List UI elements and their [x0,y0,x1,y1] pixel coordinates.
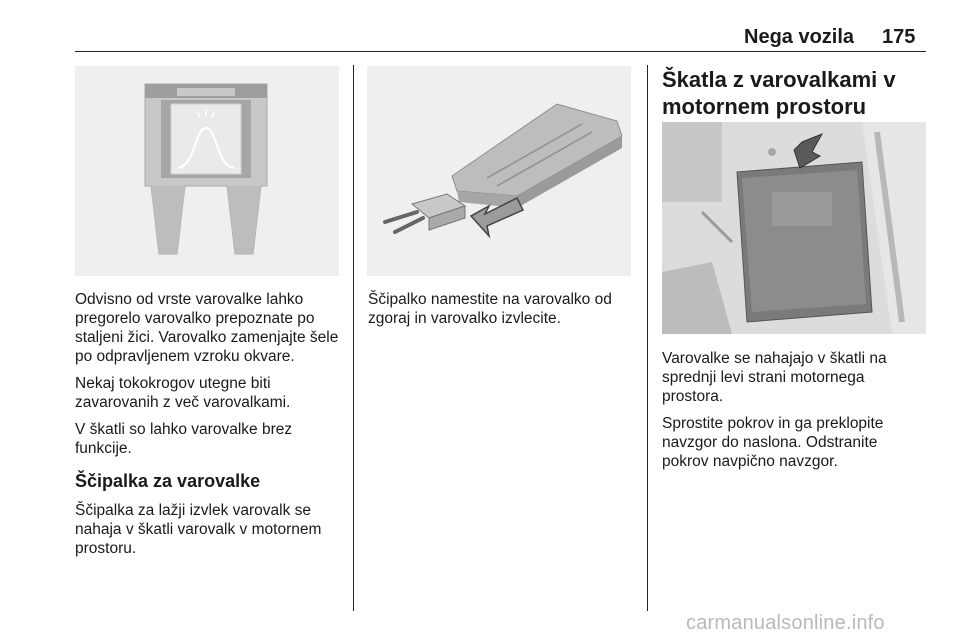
fuse-puller-location-paragraph: Ščipalka za lažji izvlek varovalk se nahaja v škatli varovalk v motornem prostoru. [75,502,322,557]
fuse-puller-usage-paragraph: Ščipalko namestite na varovalko od zgoraj in varovalko izvlecite. [368,291,612,327]
non-functional-fuses-paragraph: V škatli so lahko varovalke brez funkcije. [75,421,293,457]
header-rule [75,51,926,52]
fuse-box-location-paragraph: Varovalke se nahajajo v škatli na sprednji levi strani motornega prostora. [662,350,887,405]
fuse-identification-paragraph: Odvisno od vrste varovalke lahko pregorelo varovalko prepoznate po staljeni žici. Varovalko zamenjajte šele po odpravljenem vzroku okvare. [75,291,339,365]
cover-removal-paragraph: Sprostite pokrov in ga preklopite navzgor do naslona. Odstranite pokrov navpično navzgor. [662,415,884,470]
column-divider-1 [353,65,354,611]
engine-fuse-box-photo [662,122,926,334]
left-column-text [75,290,345,566]
running-header-title: Nega vozila [744,26,855,48]
blade-fuse-illustration [75,66,339,276]
fuse-puller-illustration [367,66,631,276]
page-number: 175 [882,26,916,48]
fuse-puller-heading: Ščipalka za varovalke [75,471,261,491]
engine-fuse-box-heading: Škatla z varovalkami v motornem prostoru [662,67,896,119]
column-divider-2 [647,65,648,611]
middle-column-text [368,290,636,336]
multiple-fuses-paragraph: Nekaj tokokrogov utegne biti zavarovanih z več varovalkami. [75,375,291,411]
right-column-text [662,349,926,479]
watermark: carmanualsonline.info [686,612,885,634]
